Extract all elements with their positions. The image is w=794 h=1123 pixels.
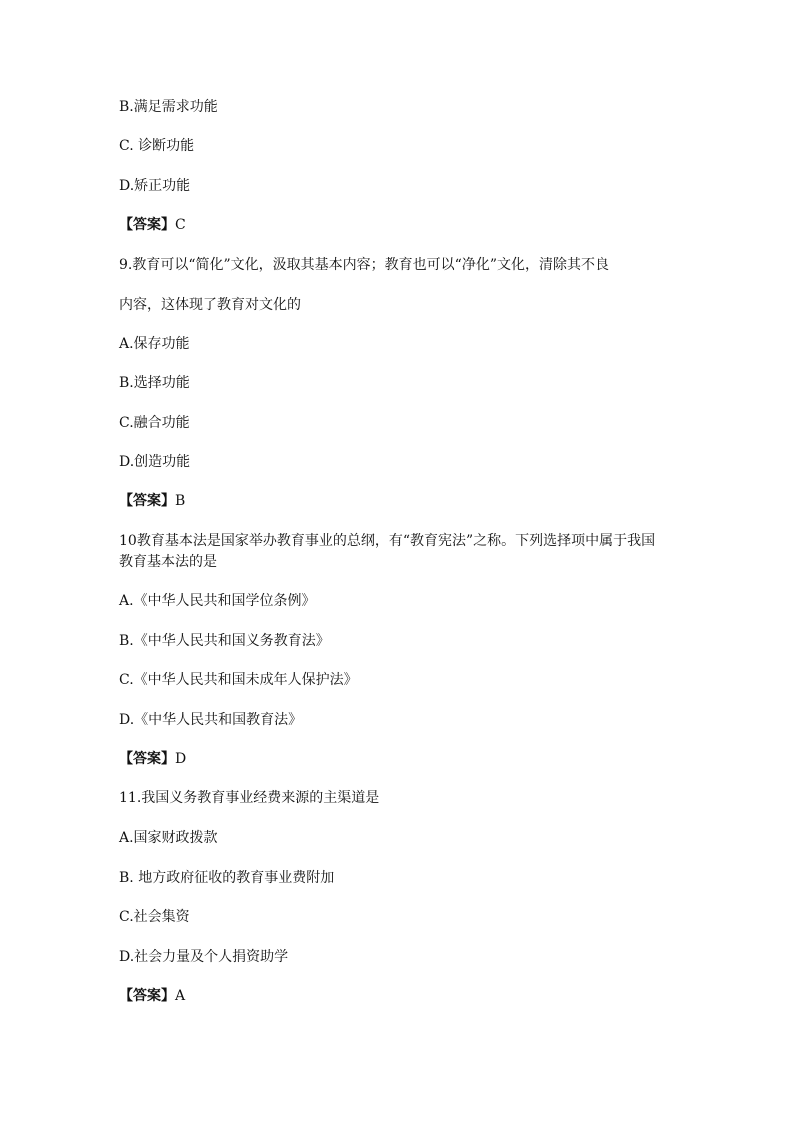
q10-option-c: C.《中华人民共和国未成年人保护法》 [119, 672, 358, 688]
q11-option-d: D.社会力量及个人捐资助学 [119, 949, 289, 965]
q8-answer [119, 216, 186, 234]
answer-value: B [175, 493, 186, 509]
q11-option-a: A.国家财政拨款 [119, 830, 218, 846]
q8-option-c: C. 诊断功能 [119, 138, 195, 154]
q9-option-b: B.选择功能 [119, 375, 190, 391]
q11-option-c: C.社会集资 [119, 909, 190, 925]
q9-option-d: D.创造功能 [119, 454, 191, 470]
answer-value: A [175, 988, 186, 1004]
q10-option-a: A.《中华人民共和国学位条例》 [119, 593, 316, 609]
q10-option-d: D.《中华人民共和国教育法》 [119, 712, 303, 728]
answer-value: C [175, 217, 186, 233]
q11-stem-line-1: 11.我国义务教育事业经费来源的主渠道是 [119, 790, 380, 806]
q10-stem-line-1: 10教育基本法是国家举办教育事业的总纲，有“教育宪法”之称。下列选择项中属于我国 [119, 533, 656, 549]
answer-value: D [175, 751, 187, 767]
answer-label: 【答案】 [119, 988, 175, 1004]
answer-label: 【答案】 [119, 217, 175, 233]
q10-stem-line-2: 教育基本法的是 [119, 554, 217, 570]
answer-label: 【答案】 [119, 493, 175, 509]
q10-option-b: B.《中华人民共和国义务教育法》 [119, 633, 330, 649]
q8-option-d: D.矫正功能 [119, 178, 191, 194]
q9-stem-line-1: 9.教育可以“简化”文化，汲取其基本内容；教育也可以“净化”文化，清除其不良 [119, 257, 609, 273]
q9-option-a: A.保存功能 [119, 336, 190, 352]
q8-option-b: B.满足需求功能 [119, 99, 218, 115]
q11-option-b: B. 地方政府征收的教育事业费附加 [119, 870, 335, 886]
q10-answer [119, 750, 186, 768]
q11-answer [119, 987, 185, 1005]
q9-answer [119, 492, 185, 510]
q9-stem-line-2: 内容，这体现了教育对文化的 [119, 297, 301, 313]
q9-option-c: C.融合功能 [119, 415, 190, 431]
answer-label: 【答案】 [119, 751, 175, 767]
